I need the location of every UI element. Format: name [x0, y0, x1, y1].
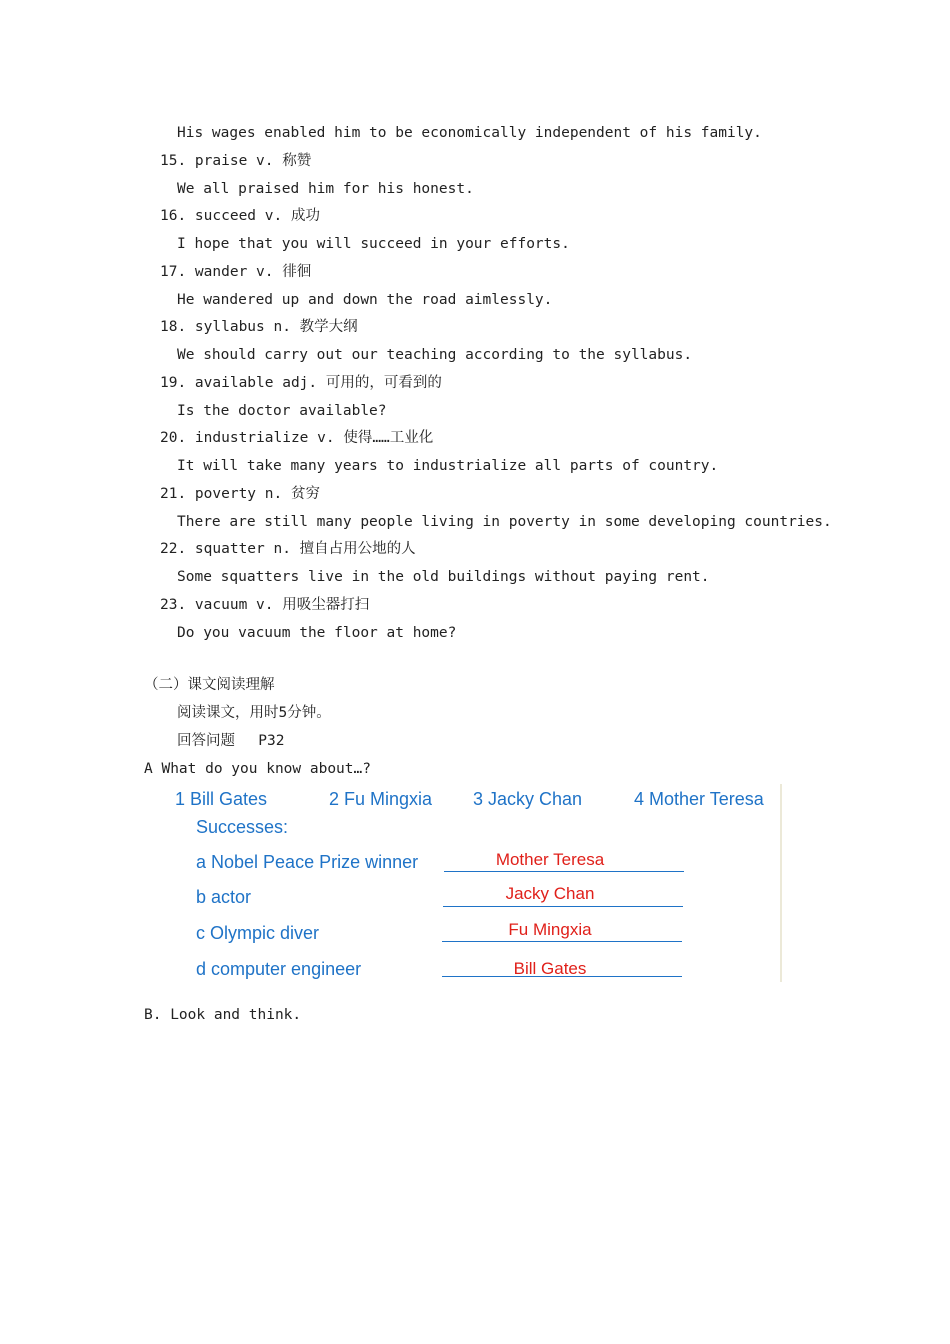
- example-sentence: We all praised him for his honest.: [177, 181, 474, 197]
- answer-text: Bill Gates: [513, 959, 587, 978]
- success-item: d computer engineer: [196, 959, 362, 979]
- person-option: 3 Jacky Chan: [473, 789, 583, 809]
- success-item: c Olympic diver: [196, 923, 320, 943]
- matching-exercise-image: [172, 784, 782, 982]
- answer-text: Mother Teresa: [495, 850, 605, 869]
- vocab-entry: 15. praise v. 称赞: [160, 153, 312, 169]
- example-sentence: He wandered up and down the road aimlessly.: [177, 292, 553, 308]
- instruction-text: 阅读课文，用时5分钟。: [177, 705, 331, 721]
- example-sentence: Is the doctor available?: [177, 403, 387, 419]
- person-option: 2 Fu Mingxia: [329, 789, 433, 809]
- vocab-entry: 22. squatter n. 擅自占用公地的人: [160, 541, 416, 557]
- example-sentence: I hope that you will succeed in your efforts.: [177, 236, 570, 252]
- success-item: b actor: [196, 887, 252, 907]
- answer-underline: [444, 871, 684, 872]
- vocab-entry: 23. vacuum v. 用吸尘器打扫: [160, 597, 370, 613]
- example-sentence: There are still many people living in poverty in some developing countries.: [177, 514, 832, 530]
- vocab-entry: 21. poverty n. 贫穷: [160, 486, 320, 502]
- example-sentence: We should carry out our teaching according to the syllabus.: [177, 347, 693, 363]
- example-sentence: Do you vacuum the floor at home?: [177, 625, 457, 641]
- vocab-entry: 18. syllabus n. 教学大纲: [160, 319, 358, 335]
- answer-text: Jacky Chan: [505, 884, 595, 903]
- answer-underline: [442, 976, 682, 977]
- part-a-label: A What do you know about…?: [144, 761, 371, 777]
- instruction-text: 回答问题 P32: [177, 733, 285, 749]
- person-option: 4 Mother Teresa: [634, 789, 764, 809]
- section-heading: （二）课文阅读理解: [144, 677, 275, 693]
- example-sentence: It will take many years to industrialize all parts of country.: [177, 458, 719, 474]
- vocab-entry: 19. available adj. 可用的，可看到的: [160, 375, 442, 391]
- answer-underline: [443, 906, 683, 907]
- example-sentence: Some squatters live in the old buildings without paying rent.: [177, 569, 710, 585]
- answer-text: Fu Mingxia: [508, 920, 592, 939]
- vocab-entry: 20. industrialize v. 使得……工业化: [160, 430, 434, 446]
- success-item: a Nobel Peace Prize winner: [196, 852, 419, 872]
- answer-underline: [442, 941, 682, 942]
- vocab-entry: 16. succeed v. 成功: [160, 208, 320, 224]
- part-b-label: B. Look and think.: [144, 1007, 302, 1023]
- person-option: 1 Bill Gates: [175, 789, 268, 809]
- successes-label: Successes:: [196, 817, 289, 837]
- vocab-entry: 17. wander v. 徘徊: [160, 264, 312, 280]
- example-sentence: His wages enabled him to be economically independent of his family.: [177, 125, 762, 141]
